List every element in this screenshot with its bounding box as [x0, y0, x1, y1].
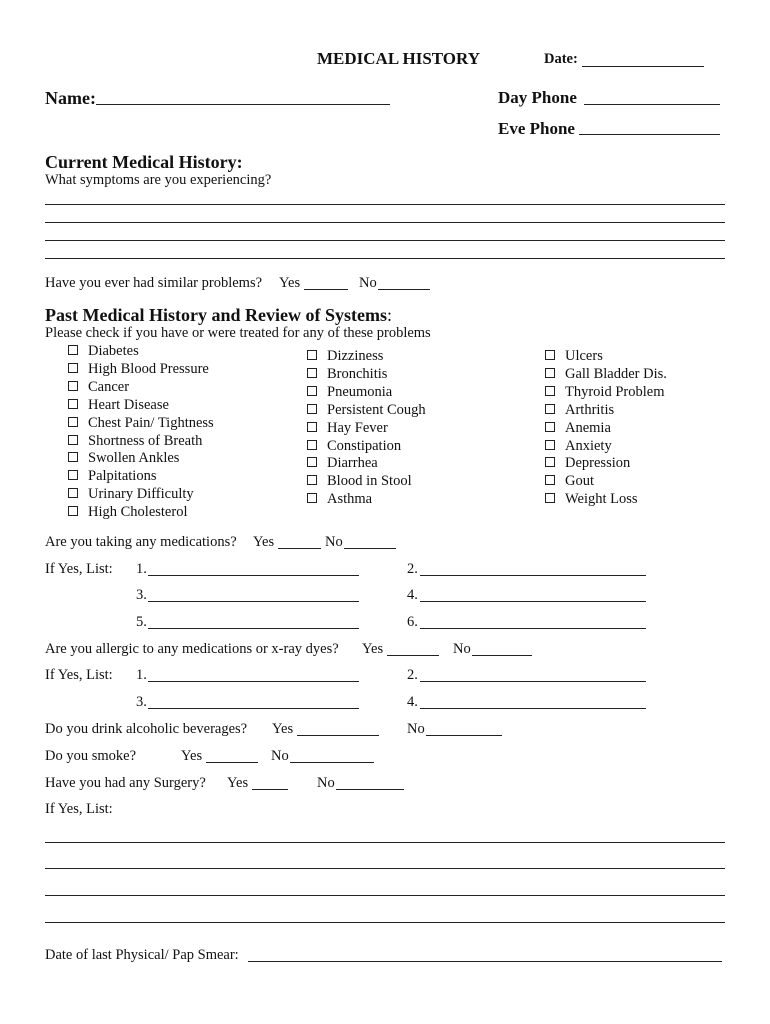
allergy-field-2[interactable]	[420, 681, 646, 682]
condition-item[interactable]	[307, 474, 412, 489]
allergy-field-4[interactable]	[420, 708, 646, 709]
condition-item[interactable]	[68, 505, 187, 520]
checkbox[interactable]	[68, 345, 78, 355]
medication-field-3[interactable]	[148, 601, 359, 602]
condition-item[interactable]	[545, 492, 638, 507]
allergy-question: Are you allergic to any medications or x-ray dyes?	[45, 641, 339, 657]
surgery-no-label: No	[317, 775, 335, 791]
allergy-number: 1.	[136, 667, 147, 683]
condition-item[interactable]	[307, 439, 401, 454]
form-title: MEDICAL HISTORY	[317, 49, 480, 68]
checkbox[interactable]	[307, 350, 317, 360]
condition-item[interactable]	[545, 385, 664, 400]
allergy-number: 2.	[407, 667, 418, 683]
allergy-no-field[interactable]	[472, 655, 532, 656]
current-history-heading: Current Medical History:	[45, 152, 243, 172]
condition-item[interactable]	[68, 344, 139, 359]
condition-item[interactable]	[68, 380, 129, 395]
similar-no-label: No	[359, 275, 377, 291]
condition-label: Heart Disease	[88, 396, 169, 413]
condition-item[interactable]	[545, 421, 611, 436]
surgery-if-yes-label: If Yes, List:	[45, 801, 113, 817]
condition-label: Cancer	[88, 378, 130, 395]
allergy-field-3[interactable]	[148, 708, 359, 709]
condition-item[interactable]	[545, 456, 630, 471]
similar-yes-field[interactable]	[304, 289, 348, 290]
date-field[interactable]	[582, 66, 704, 67]
condition-label: Anxiety	[565, 437, 612, 454]
similar-problems-question: Have you ever had similar problems?	[45, 275, 263, 291]
similar-no-field[interactable]	[378, 289, 430, 290]
checkbox[interactable]	[307, 457, 317, 467]
condition-item[interactable]	[68, 434, 202, 449]
eve-phone-label: Eve Phone	[498, 119, 575, 138]
surgery-yes-field[interactable]	[252, 789, 288, 790]
symptoms-line-2[interactable]	[45, 222, 725, 223]
surgery-line-4[interactable]	[45, 922, 725, 923]
condition-item[interactable]	[545, 349, 603, 364]
condition-label: Chest Pain/ Tightness	[88, 414, 214, 431]
medication-number: 1.	[136, 561, 147, 577]
condition-item[interactable]	[307, 349, 383, 364]
condition-item[interactable]	[307, 367, 387, 382]
checkbox[interactable]	[307, 475, 317, 485]
condition-label: Persistent Cough	[327, 401, 426, 418]
condition-label: Gall Bladder Dis.	[565, 365, 667, 382]
alcohol-yes-field[interactable]	[297, 735, 379, 736]
checkbox[interactable]	[545, 475, 555, 485]
medication-field-6[interactable]	[420, 628, 646, 629]
condition-item[interactable]	[545, 474, 594, 489]
allergy-number: 4.	[407, 694, 418, 710]
symptoms-line-1[interactable]	[45, 204, 725, 205]
condition-label: Shortness of Breath	[88, 432, 203, 449]
allergy-if-yes-label: If Yes, List:	[45, 667, 113, 683]
day-phone-label: Day Phone	[498, 88, 577, 107]
checkbox[interactable]	[545, 386, 555, 396]
smoke-yes-field[interactable]	[206, 762, 258, 763]
medications-yes-field[interactable]	[278, 548, 321, 549]
date-label: Date:	[544, 51, 578, 67]
condition-label: Palpitations	[88, 468, 157, 485]
checkbox[interactable]	[307, 422, 317, 432]
eve-phone-field[interactable]	[579, 134, 720, 135]
condition-item[interactable]	[307, 403, 426, 418]
allergy-number: 3.	[136, 694, 147, 710]
condition-label: Depression	[565, 455, 631, 472]
condition-label: Urinary Difficulty	[88, 486, 194, 503]
medication-number: 3.	[136, 587, 147, 603]
condition-label: Thyroid Problem	[565, 383, 665, 400]
checkbox[interactable]	[307, 493, 317, 503]
condition-item[interactable]	[68, 487, 194, 502]
checkbox[interactable]	[307, 368, 317, 378]
condition-item[interactable]	[68, 362, 209, 377]
surgery-question: Have you had any Surgery?	[45, 775, 206, 791]
medications-no-label: No	[325, 534, 343, 550]
medication-field-5[interactable]	[148, 628, 359, 629]
condition-label: Gout	[565, 473, 594, 490]
past-history-heading: Past Medical History and Review of Systems:	[45, 305, 392, 325]
check-instruction: Please check if you have or were treated for any of these problems	[45, 325, 431, 341]
condition-label: Dizziness	[327, 348, 384, 364]
medications-if-yes-label: If Yes, List:	[45, 561, 113, 577]
condition-label: Blood in Stool	[327, 473, 412, 490]
checkbox[interactable]	[68, 452, 78, 462]
checkbox[interactable]	[307, 404, 317, 414]
condition-item[interactable]	[68, 416, 214, 431]
medication-field-4[interactable]	[420, 601, 646, 602]
condition-item[interactable]	[307, 456, 378, 471]
medication-number: 2.	[407, 561, 418, 577]
condition-item[interactable]	[68, 451, 179, 466]
alcohol-no-field[interactable]	[426, 735, 502, 736]
checkbox[interactable]	[545, 350, 555, 360]
symptoms-question: What symptoms are you experiencing?	[45, 172, 272, 188]
allergy-no-label: No	[453, 641, 471, 657]
condition-label: Diabetes	[88, 343, 139, 359]
alcohol-question: Do you drink alcoholic beverages?	[45, 721, 248, 737]
checkbox[interactable]	[545, 493, 555, 503]
condition-label: Pneumonia	[327, 383, 393, 400]
name-field[interactable]	[96, 104, 390, 105]
allergy-field-1[interactable]	[148, 681, 359, 682]
condition-label: Ulcers	[565, 348, 603, 364]
checkbox[interactable]	[307, 386, 317, 396]
condition-label: Arthritis	[565, 401, 615, 418]
checkbox[interactable]	[68, 399, 78, 409]
checkbox[interactable]	[68, 381, 78, 391]
condition-label: Anemia	[565, 419, 611, 436]
surgery-no-field[interactable]	[336, 789, 404, 790]
condition-label: Asthma	[327, 491, 373, 508]
alcohol-no-label: No	[407, 721, 425, 737]
allergy-yes-label: Yes	[362, 641, 384, 657]
checkbox[interactable]	[545, 404, 555, 414]
condition-label: High Cholesterol	[88, 504, 188, 521]
condition-label: Swollen Ankles	[88, 450, 180, 467]
medications-question: Are you taking any medications?	[45, 534, 237, 550]
checkbox[interactable]	[307, 440, 317, 450]
smoke-yes-label: Yes	[181, 748, 203, 764]
medication-field-1[interactable]	[148, 575, 359, 576]
condition-item[interactable]	[68, 398, 169, 413]
last-physical-label: Date of last Physical/ Pap Smear:	[45, 947, 239, 963]
condition-item[interactable]	[545, 367, 667, 382]
condition-item[interactable]	[307, 421, 388, 436]
surgery-yes-label: Yes	[227, 775, 249, 791]
smoke-no-field[interactable]	[290, 762, 374, 763]
checkbox[interactable]	[545, 457, 555, 467]
allergy-yes-field[interactable]	[387, 655, 439, 656]
condition-item[interactable]	[307, 492, 372, 507]
surgery-line-2[interactable]	[45, 868, 725, 869]
last-physical-field[interactable]	[248, 961, 722, 962]
medication-number: 6.	[407, 614, 418, 630]
medication-field-2[interactable]	[420, 575, 646, 576]
checkbox[interactable]	[545, 368, 555, 378]
similar-yes-label: Yes	[279, 275, 301, 291]
surgery-line-3[interactable]	[45, 895, 725, 896]
condition-item[interactable]	[68, 469, 156, 484]
condition-label: Diarrhea	[327, 455, 378, 472]
medications-no-field[interactable]	[344, 548, 396, 549]
condition-item[interactable]	[307, 385, 392, 400]
condition-label: High Blood Pressure	[88, 360, 209, 377]
condition-item[interactable]	[545, 403, 614, 418]
checkbox[interactable]	[68, 363, 78, 373]
checkbox[interactable]	[68, 470, 78, 480]
condition-item[interactable]	[545, 439, 612, 454]
symptoms-line-4[interactable]	[45, 258, 725, 259]
condition-label: Bronchitis	[327, 365, 388, 382]
name-label: Name:	[45, 88, 96, 108]
smoke-question: Do you smoke?	[45, 748, 137, 764]
medication-number: 5.	[136, 614, 147, 630]
checkbox[interactable]	[68, 506, 78, 516]
medication-number: 4.	[407, 587, 418, 603]
condition-label: Constipation	[327, 437, 402, 454]
condition-label: Weight Loss	[565, 491, 638, 508]
medications-yes-label: Yes	[253, 534, 275, 550]
checkbox[interactable]	[68, 417, 78, 427]
symptoms-line-3[interactable]	[45, 240, 725, 241]
smoke-no-label: No	[271, 748, 289, 764]
alcohol-yes-label: Yes	[272, 721, 294, 737]
condition-label: Hay Fever	[327, 419, 388, 436]
checkbox[interactable]	[68, 435, 78, 445]
surgery-line-1[interactable]	[45, 842, 725, 843]
checkbox[interactable]	[545, 422, 555, 432]
checkbox[interactable]	[68, 488, 78, 498]
checkbox[interactable]	[545, 440, 555, 450]
day-phone-field[interactable]	[584, 104, 720, 105]
